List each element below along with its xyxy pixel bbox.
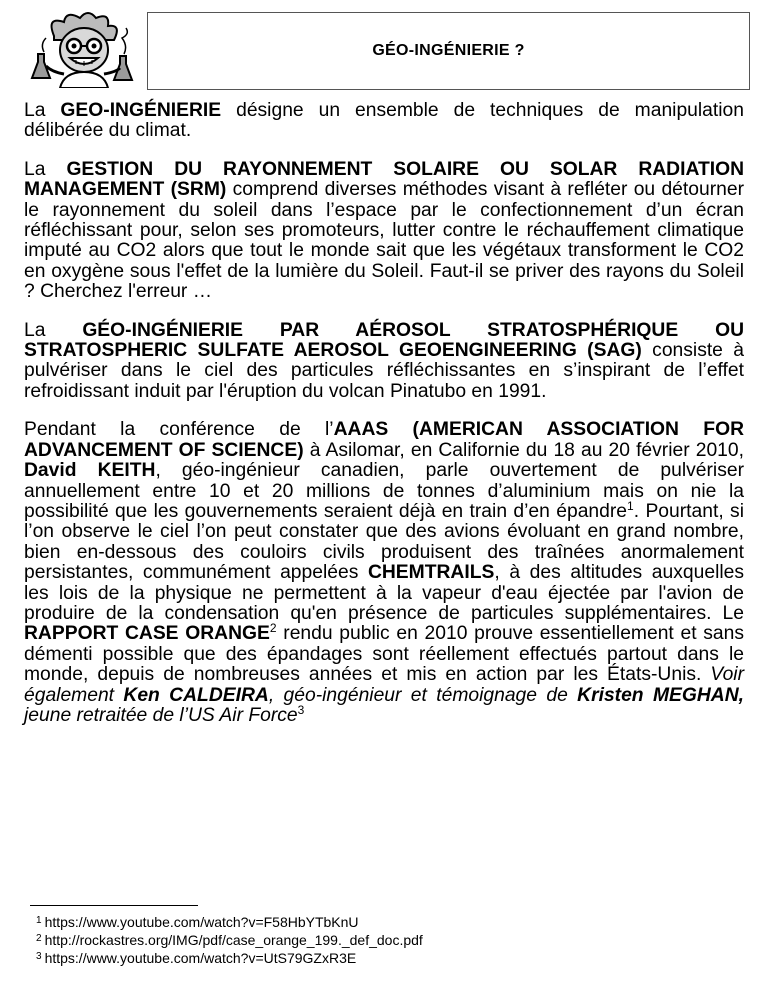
paragraph-aaas bbox=[24, 420, 744, 726]
footnote-item bbox=[36, 931, 736, 949]
text-run: , géo-ingénieur canadien, parle ouvertement de pulvériser annuellement entre 10 et 20 millions de tonnes d’aluminium mais on nie la possibilité que les gouvernements seraient déjà en train d’en épandre bbox=[24, 460, 744, 522]
header bbox=[24, 8, 752, 88]
footnote-ref[interactable]: 3 bbox=[297, 702, 305, 717]
text-run: , à des altitudes auxquelles les lois de la physique ne permettent à la vapeur d'eau éjectée par l'avion de produire de la condensation qu'en présence de particules supplémentaires. Le bbox=[24, 562, 744, 624]
text-run: La bbox=[24, 158, 67, 180]
text-run: Pendant la conférence de l’ bbox=[24, 419, 334, 441]
term-chemtrails: CHEMTRAILS bbox=[367, 562, 495, 584]
text-run: comprend diverses méthodes visant à refléter ou détourner le rayonnement du soleil dans l’espace par le confectionnement d’un écran réfléchissant pour, selon ses promoteurs, lutter contre le réchauffement climatique imputé au CO2 alors que tout le monde sait que les végétaux transforment le CO2 en oxygène sous l'effet de la lumière du Soleil. Faut-il se priver des rayons du Soleil ? Cherchez l'erreur … bbox=[24, 179, 744, 303]
term-geo-ingenierie: GEO-INGÉNIERIE bbox=[60, 100, 222, 121]
footnotes bbox=[36, 913, 736, 967]
text-run: La bbox=[24, 319, 83, 341]
term-rapport-case-orange: RAPPORT CASE ORANGE bbox=[24, 623, 270, 645]
text-run: . Pourtant, si l’on observe le ciel l’on peut constater que des avions évoluant en grand nombre, bien en-dessous des couloirs civils produisent des traînées anormalement persistantes, communément appelées bbox=[24, 500, 744, 584]
title-box bbox=[147, 12, 750, 90]
italic-run: jeune retraitée de l’US Air Force bbox=[24, 704, 298, 726]
document-body bbox=[24, 101, 744, 744]
footnote-item bbox=[36, 913, 736, 931]
footnote-ref[interactable]: 1 bbox=[627, 498, 634, 513]
name-kristen-meghan: Kristen MEGHAN, bbox=[577, 684, 744, 706]
footnote-separator bbox=[30, 905, 198, 906]
text-run: La bbox=[24, 100, 61, 121]
footnote-link[interactable]: https://www.youtube.com/watch?v=F58HbYTbKnU bbox=[44, 914, 359, 930]
footnote-number: 1 bbox=[36, 915, 42, 926]
text-run: rendu public en 2010 prouve essentiellement et sans démenti possible que des épandages sont réellement effectués partout dans le monde, depuis de nombreuses années et mis en action par les États-Unis. bbox=[24, 623, 744, 686]
term-srm: GESTION DU RAYONNEMENT SOLAIRE OU SOLAR RADIATION MANAGEMENT (SRM) bbox=[24, 158, 744, 201]
text-run: consiste à pulvériser dans le ciel des particules réfléchissantes en s’inspirant de l’effet refroidissant induit par l'éruption du volcan Pinatubo en 1991. bbox=[24, 340, 744, 402]
mad-scientist-logo-icon bbox=[24, 8, 144, 88]
paragraph-sag bbox=[24, 321, 744, 403]
term-aaas: AAAS (AMERICAN ASSOCIATION FOR ADVANCEMENT OF SCIENCE) bbox=[24, 419, 745, 461]
paragraph-srm bbox=[24, 160, 744, 303]
page-title: GÉO-INGÉNIERIE ? bbox=[372, 42, 525, 59]
name-david-keith: David KEITH bbox=[24, 460, 156, 482]
text-run: à Asilomar, en Californie du 18 au 20 février 2010, bbox=[303, 439, 744, 461]
text-run: désigne un ensemble de techniques de manipulation délibérée du climat. bbox=[24, 100, 744, 142]
italic-run: , géo-ingénieur et témoignage de bbox=[268, 684, 578, 706]
footnote-link[interactable]: https://www.youtube.com/watch?v=UtS79GZxR3E bbox=[44, 950, 357, 966]
footnote-item bbox=[36, 949, 736, 967]
paragraph-definition bbox=[24, 101, 744, 142]
italic-run: Voir également bbox=[24, 664, 744, 706]
term-sag: GÉO-INGÉNIERIE PAR AÉROSOL STRATOSPHÉRIQUE OU STRATOSPHERIC SULFATE AEROSOL GEOENGINEERING (SAG) bbox=[24, 319, 744, 362]
footnote-ref[interactable]: 2 bbox=[269, 621, 277, 636]
name-ken-caldeira: Ken CALDEIRA bbox=[123, 684, 269, 706]
footnote-number: 3 bbox=[36, 951, 42, 962]
footnote-number: 2 bbox=[36, 933, 42, 944]
footnote-link[interactable]: http://rockastres.org/IMG/pdf/case_orange_199._def_doc.pdf bbox=[44, 932, 423, 948]
